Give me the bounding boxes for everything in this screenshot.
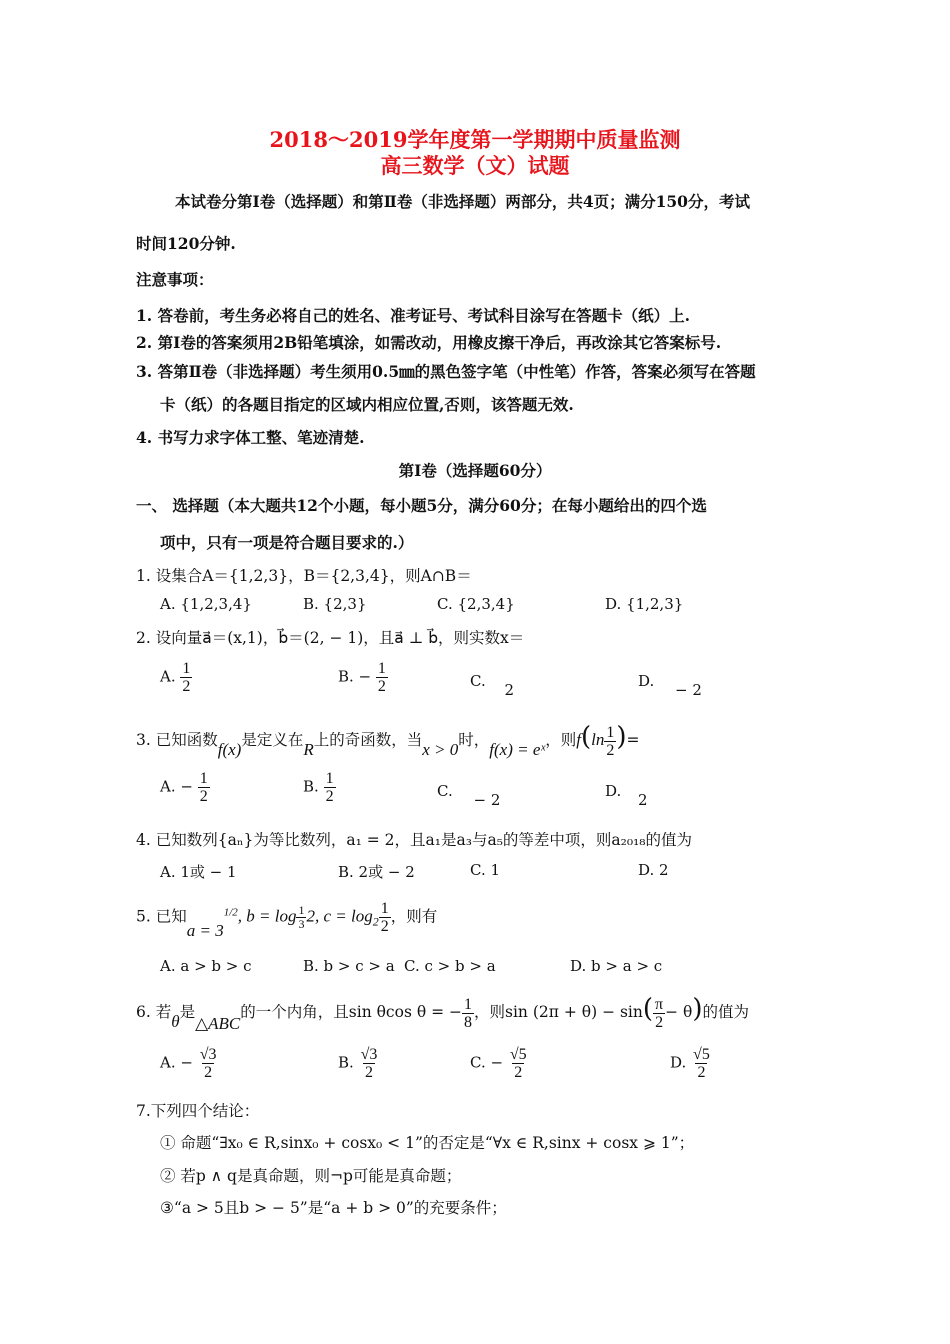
fraction-denominator: 2 <box>697 1064 706 1081</box>
fraction <box>462 996 474 1031</box>
theta: θ <box>171 1012 180 1031</box>
question-7-statement-1: ① 命题“∃x₀ ∈ R,sinx₀ + cosx₀ < 1”的否定是“∀x ∈ R,sinx + cosx ⩾ 1”； <box>160 1134 695 1152</box>
note-item: 1. 答卷前，考生务必将自己的姓名、准考证号、考试科目涂写在答题卡（纸）上. <box>136 306 690 325</box>
fraction-denominator: 2 <box>199 788 208 805</box>
function-f: f(x) <box>217 740 242 759</box>
question-3-stem <box>136 722 639 759</box>
stem-text: 上的奇函数，当 <box>313 731 423 749</box>
question-1-option-a: A. {1,2,3,4} <box>160 595 252 613</box>
question-4-option-b: B. 2或 − 2 <box>338 863 415 881</box>
option-label: A. − <box>160 1053 193 1072</box>
option-value: − 2 <box>473 791 501 809</box>
fraction-denominator: 2 <box>380 918 389 935</box>
expr-b: , b = log <box>237 906 297 926</box>
question-2-stem: 2. 设向量a⃗＝(x,1)，b⃗＝(2, − 1)，且a⃗ ⊥ b⃗，则实数x＝ <box>136 629 525 647</box>
left-paren: ( <box>580 722 592 752</box>
fraction <box>296 904 306 931</box>
fraction-denominator: 8 <box>464 1013 472 1031</box>
expr-a-exponent: 1/2 <box>223 906 238 919</box>
fraction <box>691 1046 712 1081</box>
fraction-denominator: 2 <box>606 741 615 759</box>
fraction-numerator: √5 <box>509 1046 527 1063</box>
option-label: A. − <box>160 777 193 796</box>
fraction-numerator: √3 <box>360 1046 378 1063</box>
fraction-numerator: 1 <box>380 900 389 917</box>
fraction-numerator: 1 <box>606 723 615 741</box>
question-1-stem: 1. 设集合A＝{1,2,3}，B＝{2,3,4}，则A∩B＝ <box>136 567 472 585</box>
fraction-numerator: 1 <box>464 995 472 1013</box>
condition: x > 0 <box>422 740 459 759</box>
fraction-numerator: 1 <box>298 903 305 917</box>
fraction <box>653 996 665 1031</box>
question-2-option-d <box>638 672 702 699</box>
question-1-option-d: D. {1,2,3} <box>605 595 684 613</box>
question-7-stem: 7.下列四个结论： <box>136 1102 260 1120</box>
fraction-denominator: 2 <box>514 1064 523 1081</box>
stem-text: 的值为 <box>702 1003 750 1021</box>
stem-text: 6. 若 <box>136 1003 172 1021</box>
stem-text: ，则 <box>545 731 577 749</box>
expr-c-base: 2 <box>372 914 379 929</box>
option-label: B. − <box>338 667 372 686</box>
expr-c: , c = log <box>314 906 373 926</box>
stem-text: 5. 已知 <box>136 907 187 926</box>
section-title: 第Ⅰ卷（选择题60分） <box>398 461 552 480</box>
fraction <box>379 900 391 935</box>
stem-text: 的一个内角，且sin θcos θ = − <box>240 1003 462 1021</box>
question-5-option-d: D. b > a > c <box>570 957 663 975</box>
note-item: 3. 答第Ⅱ卷（非选择题）考生须用0.5㎜的黑色签字笔（中性笔）作答，答案必须写在答题 <box>136 362 756 381</box>
question-6-stem <box>136 994 749 1031</box>
exam-title: 2018～2019学年度第一学期期中质量监测 <box>269 127 681 152</box>
intro-line-1: 本试卷分第Ⅰ卷（选择题）和第Ⅱ卷（非选择题）两部分，共4页；满分150分，考试 <box>175 192 750 211</box>
fraction-numerator: 1 <box>199 770 208 787</box>
stem-text: ，则有 <box>390 907 438 926</box>
question-6-option-b <box>338 1046 379 1081</box>
stem-text: 是 <box>179 1003 196 1021</box>
option-label: D. <box>670 1053 687 1072</box>
question-2-option-c <box>470 672 515 699</box>
fraction <box>508 1046 529 1081</box>
fraction-denominator: 2 <box>364 1064 373 1081</box>
question-2-option-b <box>338 660 388 695</box>
expr-b-arg: 2 <box>306 906 315 926</box>
question-4-option-d: D. 2 <box>638 861 669 879</box>
option-label: C. <box>437 782 453 800</box>
stem-text: ，则sin (2π + θ) − sin <box>474 1003 643 1021</box>
fraction <box>180 660 192 695</box>
question-7-statement-3: ③“a > 5且b > − 5”是“a + b > 0”的充要条件； <box>160 1199 507 1217</box>
question-5-option-b: B. b > c > a <box>303 957 395 975</box>
fraction-denominator: 3 <box>298 917 305 931</box>
section-instructions-1: 一、 选择题（本大题共12个小题，每小题5分，满分60分；在每小题给出的四个选 <box>136 496 707 515</box>
option-value: 2 <box>504 681 515 699</box>
question-5-option-a: A. a > b > c <box>160 957 252 975</box>
ask-ln: ln <box>591 730 605 749</box>
question-3-option-a <box>160 770 210 805</box>
equals: = <box>626 731 640 749</box>
notes-heading: 注意事项： <box>136 270 214 289</box>
option-label: D. <box>605 782 622 800</box>
fraction <box>324 770 336 805</box>
fraction-numerator: π <box>655 995 664 1013</box>
fraction <box>376 660 388 695</box>
question-1-option-c: C. {2,3,4} <box>437 595 515 613</box>
question-7-statement-2: ② 若p ∧ q是真命题，则¬p可能是真命题； <box>160 1167 462 1185</box>
stem-text: 是定义在 <box>241 731 304 749</box>
fraction <box>198 770 210 805</box>
fraction-denominator: 2 <box>204 1064 213 1081</box>
fraction <box>359 1046 380 1081</box>
set-r: R <box>303 740 314 759</box>
question-6-option-a <box>160 1046 219 1081</box>
option-value: − 2 <box>675 681 702 699</box>
note-item: 2. 第Ⅰ卷的答案须用2B铅笔填涂，如需改动，用橡皮擦干净后，再改涂其它答案标号. <box>136 333 722 352</box>
fraction-denominator: 2 <box>377 678 386 695</box>
fraction-denominator: 2 <box>182 678 191 695</box>
note-item: 卡（纸）的各题目指定的区域内相应位置,否则，该答题无效. <box>160 395 574 414</box>
question-1-option-b: B. {2,3} <box>303 595 367 613</box>
option-label: C. <box>470 672 486 690</box>
question-2-option-a <box>160 660 192 695</box>
expr-a: a = 3 <box>186 920 224 940</box>
function-expression: f(x) = eˣ <box>489 740 546 759</box>
fraction-numerator: 1 <box>182 660 191 677</box>
fraction <box>604 724 616 759</box>
option-label: B. <box>303 777 319 796</box>
question-4-stem: 4. 已知数列{aₙ}为等比数列，a₁ = 2，且a₁是a₃与a₅的等差中项，则a₂₀₁₈的值为 <box>136 831 693 849</box>
question-4-option-c: C. 1 <box>470 861 501 879</box>
right-paren: ) <box>616 722 627 752</box>
triangle-abc: △ABC <box>195 1014 241 1033</box>
exam-subtitle: 高三数学（文）试题 <box>380 153 570 178</box>
question-3-option-c <box>437 782 501 809</box>
option-value: 2 <box>638 791 648 809</box>
question-3-option-d <box>605 782 648 809</box>
section-instructions-2: 项中，只有一项是符合题目要求的.） <box>160 533 414 552</box>
fraction-numerator: √5 <box>693 1046 710 1063</box>
stem-text: − θ <box>665 1003 693 1021</box>
question-5-option-c: C. c > b > a <box>404 957 496 975</box>
right-paren: ) <box>692 994 703 1024</box>
question-3-option-b <box>303 770 336 805</box>
question-6-option-d <box>670 1046 712 1081</box>
stem-text: 3. 已知函数 <box>136 731 218 749</box>
question-4-option-a: A. 1或 − 1 <box>160 863 237 881</box>
stem-text: 时， <box>458 731 490 749</box>
fraction-numerator: 1 <box>325 770 334 787</box>
fraction-denominator: 2 <box>655 1013 664 1031</box>
note-item: 4. 书写力求字体工整、笔迹清楚. <box>136 428 365 447</box>
question-5-stem <box>136 900 438 940</box>
option-label: C. − <box>470 1053 504 1072</box>
left-paren: ( <box>642 994 654 1024</box>
fraction-numerator: 1 <box>377 660 386 677</box>
option-label: A. <box>160 667 176 686</box>
fraction-numerator: √3 <box>199 1046 217 1063</box>
option-label: B. <box>338 1053 354 1072</box>
intro-line-2: 时间120分钟. <box>136 234 236 253</box>
ask-f: f <box>576 730 581 749</box>
option-label: D. <box>638 672 655 690</box>
fraction <box>198 1046 219 1081</box>
fraction-denominator: 2 <box>325 788 334 805</box>
question-6-option-c <box>470 1046 529 1081</box>
